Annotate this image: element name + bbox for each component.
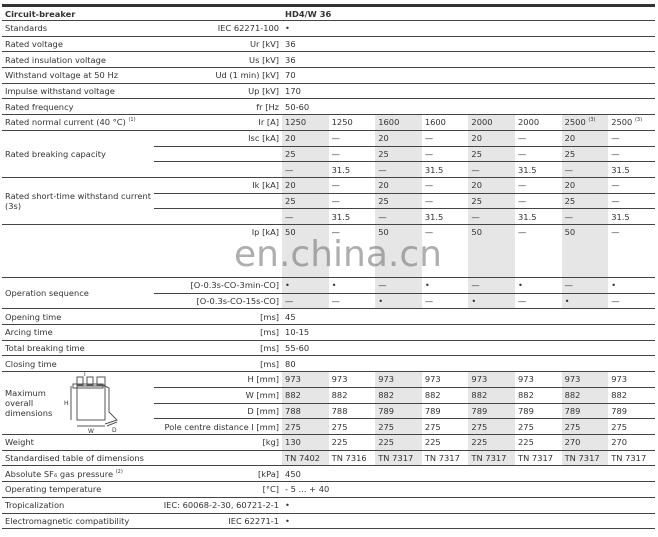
value-cell: 2000 bbox=[515, 115, 562, 131]
row-unit: Ik [kA] bbox=[154, 177, 282, 193]
value-cell: — bbox=[422, 224, 469, 277]
value-cell: 225 bbox=[375, 435, 422, 451]
row-label: Standardised table of dimensions bbox=[2, 450, 154, 466]
row-label: Rated voltage bbox=[2, 36, 154, 52]
value-cell: • bbox=[608, 277, 655, 293]
value-cell: 31.5 bbox=[608, 209, 655, 225]
spec-subrow bbox=[2, 277, 655, 293]
value-cell: 275 bbox=[282, 419, 329, 435]
value-cell: 789 bbox=[608, 403, 655, 419]
row-unit: D [mm] bbox=[154, 403, 282, 419]
value-cell: — bbox=[422, 293, 469, 309]
value-cell: 270 bbox=[562, 435, 609, 451]
row-label: Withstand voltage at 50 Hz bbox=[2, 68, 154, 84]
value-cell: 31.5 bbox=[422, 162, 469, 178]
value-cell: 788 bbox=[282, 403, 329, 419]
row-unit: Pole centre distance I [mm] bbox=[154, 419, 282, 435]
value-cell: — bbox=[515, 224, 562, 277]
value-cell: 20 bbox=[562, 130, 609, 146]
value-cell: — bbox=[282, 209, 329, 225]
value-cell: — bbox=[562, 209, 609, 225]
row-unit: IEC 62271-100 bbox=[154, 21, 282, 37]
value-cell: — bbox=[515, 177, 562, 193]
svg-text:l: l bbox=[84, 372, 86, 379]
value-cell: — bbox=[515, 293, 562, 309]
row-value: 36 bbox=[282, 52, 655, 68]
value-cell: 788 bbox=[329, 403, 376, 419]
value-cell: TN 7317 bbox=[515, 450, 562, 466]
spec-row bbox=[2, 115, 655, 131]
value-cell: — bbox=[468, 162, 515, 178]
spec-row bbox=[2, 435, 655, 451]
row-unit bbox=[154, 162, 282, 178]
value-cell: — bbox=[329, 224, 376, 277]
value-cell: — bbox=[282, 293, 329, 309]
row-unit: Ip [kA] bbox=[154, 224, 282, 277]
spec-row bbox=[2, 21, 655, 37]
value-cell: — bbox=[375, 162, 422, 178]
value-cell: 275 bbox=[375, 419, 422, 435]
row-value: 70 bbox=[282, 68, 655, 84]
value-cell: 275 bbox=[329, 419, 376, 435]
row-label: Operating temperature bbox=[2, 482, 154, 498]
value-cell: • bbox=[375, 293, 422, 309]
row-unit: Up [kV] bbox=[154, 83, 282, 99]
row-unit: Ud (1 min) [kV] bbox=[154, 68, 282, 84]
value-cell: 275 bbox=[608, 419, 655, 435]
value-cell: — bbox=[329, 130, 376, 146]
row-unit bbox=[154, 450, 282, 466]
value-cell: 25 bbox=[282, 146, 329, 162]
value-cell: 789 bbox=[375, 403, 422, 419]
group-label: Rated breaking capacity bbox=[2, 130, 154, 177]
value-cell: 1600 bbox=[422, 115, 469, 131]
value-cell: 25 bbox=[468, 146, 515, 162]
value-cell: 1250 bbox=[329, 115, 376, 131]
row-label: Absolute SF₆ gas pressure $^{(2)}$ bbox=[2, 466, 154, 482]
value-cell: 973 bbox=[515, 372, 562, 388]
row-unit bbox=[154, 193, 282, 209]
value-cell: 25 bbox=[468, 193, 515, 209]
spec-row bbox=[2, 450, 655, 466]
row-label: Closing time bbox=[2, 356, 154, 372]
row-value: 10-15 bbox=[282, 325, 655, 341]
value-cell: 31.5 bbox=[329, 209, 376, 225]
dimensions-block bbox=[5, 372, 154, 434]
value-cell: 25 bbox=[282, 193, 329, 209]
row-unit: [°C] bbox=[154, 482, 282, 498]
breaker-dimensions-diagram bbox=[63, 372, 121, 434]
row-value: 80 bbox=[282, 356, 655, 372]
row-value: • bbox=[282, 513, 655, 529]
row-unit: Ir [A] bbox=[154, 115, 282, 131]
value-cell: 25 bbox=[375, 193, 422, 209]
value-cell: 882 bbox=[282, 387, 329, 403]
value-cell: — bbox=[515, 130, 562, 146]
spec-subrow bbox=[2, 130, 655, 146]
value-cell: — bbox=[468, 277, 515, 293]
value-cell: TN 7317 bbox=[375, 450, 422, 466]
row-label: Rated insulation voltage bbox=[2, 52, 154, 68]
value-cell: 882 bbox=[329, 387, 376, 403]
value-cell: • bbox=[562, 293, 609, 309]
value-cell: 2500 $^{(3)}$ bbox=[562, 115, 609, 131]
row-unit: IEC 62271-1 bbox=[154, 513, 282, 529]
value-cell: 31.5 bbox=[329, 162, 376, 178]
value-cell: 882 bbox=[422, 387, 469, 403]
spec-row bbox=[2, 513, 655, 529]
value-cell: 50 bbox=[375, 224, 422, 277]
row-label: Weight bbox=[2, 435, 154, 451]
group-label-text: Maximum overall dimensions bbox=[5, 388, 53, 419]
value-cell: 275 bbox=[562, 419, 609, 435]
value-cell: 882 bbox=[515, 387, 562, 403]
value-cell: 50 bbox=[562, 224, 609, 277]
row-label: Rated frequency bbox=[2, 99, 154, 115]
row-label: Tropicalization bbox=[2, 497, 154, 513]
value-cell: 973 bbox=[375, 372, 422, 388]
value-cell: • bbox=[515, 277, 562, 293]
spec-row bbox=[2, 68, 655, 84]
row-label: Opening time bbox=[2, 309, 154, 325]
value-cell: • bbox=[282, 277, 329, 293]
row-value: 170 bbox=[282, 83, 655, 99]
value-cell: — bbox=[422, 146, 469, 162]
value-cell: 882 bbox=[608, 387, 655, 403]
row-value: - 5 ... + 40 bbox=[282, 482, 655, 498]
group-label: Rated short-time withstand current (3s) bbox=[2, 177, 154, 224]
spec-table bbox=[2, 4, 655, 529]
spec-row bbox=[2, 99, 655, 115]
row-unit: H [mm] bbox=[154, 372, 282, 388]
spec-subrow bbox=[2, 177, 655, 193]
row-unit: Us [kV] bbox=[154, 52, 282, 68]
value-cell: — bbox=[608, 146, 655, 162]
value-cell: 973 bbox=[329, 372, 376, 388]
row-unit: [O-0.3s-CO-3min-CO] bbox=[154, 277, 282, 293]
row-unit: [kg] bbox=[154, 435, 282, 451]
spec-row bbox=[2, 309, 655, 325]
watermark: en.china.cn bbox=[234, 234, 442, 275]
value-cell: 789 bbox=[562, 403, 609, 419]
value-cell: — bbox=[282, 162, 329, 178]
group-label bbox=[2, 372, 154, 435]
value-cell: 225 bbox=[515, 435, 562, 451]
row-unit: [ms] bbox=[154, 356, 282, 372]
row-label: Arcing time bbox=[2, 325, 154, 341]
value-cell: 20 bbox=[375, 130, 422, 146]
row-label: Impulse withstand voltage bbox=[2, 83, 154, 99]
row-unit: [O-0.3s-CO-15s-CO] bbox=[154, 293, 282, 309]
value-cell: TN 7317 bbox=[608, 450, 655, 466]
value-cell: — bbox=[608, 130, 655, 146]
value-cell: — bbox=[329, 177, 376, 193]
row-unit: [kPa] bbox=[154, 466, 282, 482]
value-cell: — bbox=[468, 209, 515, 225]
group-label: Operation sequence bbox=[2, 277, 154, 308]
svg-text:H: H bbox=[64, 400, 69, 408]
value-cell: 275 bbox=[422, 419, 469, 435]
spec-sheet bbox=[2, 4, 655, 529]
value-cell: TN 7317 bbox=[468, 450, 515, 466]
row-unit bbox=[154, 209, 282, 225]
value-cell: — bbox=[562, 162, 609, 178]
value-cell: — bbox=[329, 293, 376, 309]
value-cell: 20 bbox=[468, 130, 515, 146]
value-cell: 275 bbox=[515, 419, 562, 435]
value-cell: 20 bbox=[562, 177, 609, 193]
value-cell: — bbox=[515, 146, 562, 162]
value-cell: 20 bbox=[468, 177, 515, 193]
spec-row bbox=[2, 466, 655, 482]
footnote-ref: (2) bbox=[115, 469, 123, 476]
value-cell: 1250 bbox=[282, 115, 329, 131]
value-cell: 20 bbox=[282, 130, 329, 146]
row-value: • bbox=[282, 497, 655, 513]
footnote-ref: (1) bbox=[128, 117, 136, 124]
row-label bbox=[2, 224, 154, 277]
value-cell: 225 bbox=[422, 435, 469, 451]
value-cell: 789 bbox=[515, 403, 562, 419]
value-cell: — bbox=[375, 277, 422, 293]
spec-row bbox=[2, 325, 655, 341]
row-value: 450 bbox=[282, 466, 655, 482]
value-cell: 882 bbox=[468, 387, 515, 403]
value-cell: 2500 $^{(3)}$ bbox=[608, 115, 655, 131]
spec-row bbox=[2, 340, 655, 356]
row-label: Total breaking time bbox=[2, 340, 154, 356]
value-cell: — bbox=[422, 177, 469, 193]
value-cell: 31.5 bbox=[515, 209, 562, 225]
row-value: 45 bbox=[282, 309, 655, 325]
value-cell: — bbox=[608, 293, 655, 309]
value-cell: 973 bbox=[468, 372, 515, 388]
value-cell: 31.5 bbox=[608, 162, 655, 178]
value-cell: — bbox=[329, 146, 376, 162]
row-value: 55-60 bbox=[282, 340, 655, 356]
value-cell: 882 bbox=[375, 387, 422, 403]
value-cell: • bbox=[329, 277, 376, 293]
row-unit: [ms] bbox=[154, 325, 282, 341]
row-unit: W [mm] bbox=[154, 387, 282, 403]
spec-row bbox=[2, 482, 655, 498]
spec-row bbox=[2, 83, 655, 99]
row-label: Electromagnetic compatibility bbox=[2, 513, 154, 529]
row-unit: IEC: 60068-2-30, 60721-2-1 bbox=[154, 497, 282, 513]
value-cell: TN 7402 bbox=[282, 450, 329, 466]
value-cell: — bbox=[515, 193, 562, 209]
value-cell: 31.5 bbox=[515, 162, 562, 178]
value-cell: 2000 bbox=[468, 115, 515, 131]
spec-row bbox=[2, 36, 655, 52]
value-cell: — bbox=[375, 209, 422, 225]
value-cell: 1600 bbox=[375, 115, 422, 131]
header-model: HD4/W 36 bbox=[282, 6, 655, 21]
value-cell: 973 bbox=[608, 372, 655, 388]
value-cell: — bbox=[562, 277, 609, 293]
row-value: • bbox=[282, 21, 655, 37]
value-cell: 882 bbox=[562, 387, 609, 403]
spec-row bbox=[2, 224, 655, 277]
header-row bbox=[2, 6, 655, 21]
value-cell: • bbox=[422, 277, 469, 293]
header-label: Circuit-breaker bbox=[2, 6, 282, 21]
value-cell: TN 7317 bbox=[422, 450, 469, 466]
value-cell: 973 bbox=[422, 372, 469, 388]
row-unit: fr [Hz bbox=[154, 99, 282, 115]
svg-text:D: D bbox=[112, 427, 117, 435]
value-cell: — bbox=[608, 193, 655, 209]
value-cell: 25 bbox=[562, 146, 609, 162]
row-unit: [ms] bbox=[154, 340, 282, 356]
spec-row bbox=[2, 497, 655, 513]
spec-row bbox=[2, 356, 655, 372]
value-cell: 789 bbox=[422, 403, 469, 419]
footnote-ref: (3) bbox=[634, 117, 643, 124]
value-cell: 973 bbox=[282, 372, 329, 388]
row-label: Rated normal current (40 °C) $^{(1)}$ bbox=[2, 115, 154, 131]
value-cell: 270 bbox=[608, 435, 655, 451]
value-cell: TN 7317 bbox=[562, 450, 609, 466]
footnote-ref: (3) bbox=[588, 117, 596, 124]
value-cell: 31.5 bbox=[422, 209, 469, 225]
value-cell: — bbox=[422, 193, 469, 209]
value-cell: — bbox=[608, 224, 655, 277]
row-label: Standards bbox=[2, 21, 154, 37]
value-cell: 789 bbox=[468, 403, 515, 419]
value-cell: 50 bbox=[468, 224, 515, 277]
value-cell: — bbox=[608, 177, 655, 193]
value-cell: — bbox=[422, 130, 469, 146]
value-cell: TN 7316 bbox=[329, 450, 376, 466]
value-cell: 25 bbox=[562, 193, 609, 209]
row-value: 50-60 bbox=[282, 99, 655, 115]
value-cell: 973 bbox=[562, 372, 609, 388]
value-cell: 25 bbox=[375, 146, 422, 162]
value-cell: 50 bbox=[282, 224, 329, 277]
row-unit: Ur [kV] bbox=[154, 36, 282, 52]
value-cell: 275 bbox=[468, 419, 515, 435]
value-cell: 130 bbox=[282, 435, 329, 451]
spec-subrow bbox=[2, 372, 655, 388]
row-unit: [ms] bbox=[154, 309, 282, 325]
svg-text:W: W bbox=[88, 428, 94, 435]
row-unit: Isc [kA] bbox=[154, 130, 282, 146]
row-unit bbox=[154, 146, 282, 162]
row-value: 36 bbox=[282, 36, 655, 52]
value-cell: 225 bbox=[468, 435, 515, 451]
value-cell: • bbox=[468, 293, 515, 309]
value-cell: 20 bbox=[375, 177, 422, 193]
value-cell: 20 bbox=[282, 177, 329, 193]
spec-row bbox=[2, 52, 655, 68]
value-cell: — bbox=[329, 193, 376, 209]
value-cell: 225 bbox=[329, 435, 376, 451]
